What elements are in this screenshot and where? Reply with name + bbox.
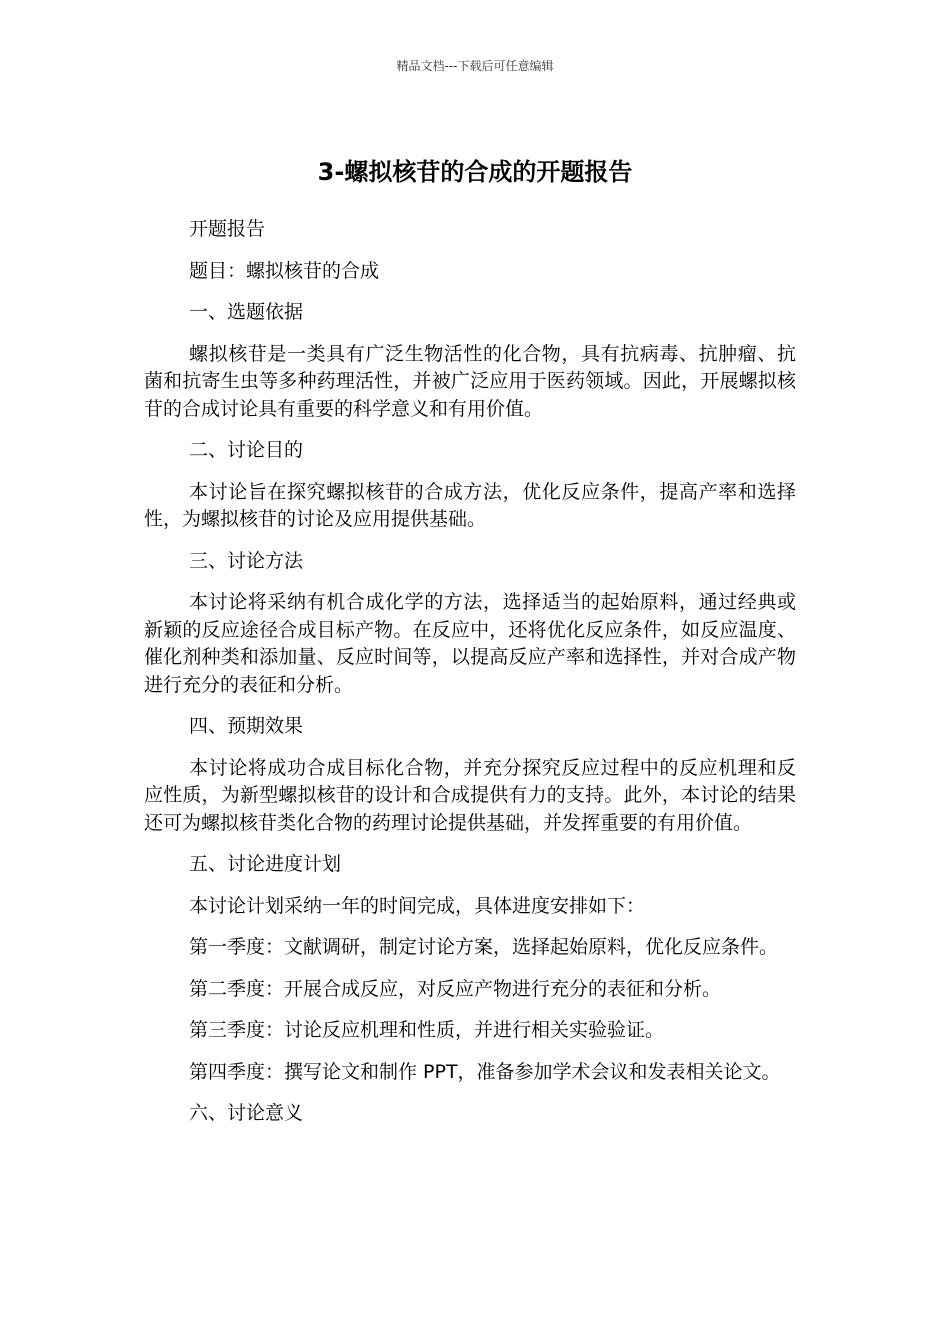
section-heading-schedule: 五、讨论进度计划: [189, 853, 342, 875]
document-body: [144, 216, 796, 1142]
section-heading-purpose: 二、讨论目的: [189, 439, 304, 461]
section-heading-topic: 题目：螺拟核苷的合成: [189, 259, 380, 282]
paragraph-purpose: 本讨论旨在探究螺拟核苷的合成方法，优化反应条件，提高产率和选择性，为螺拟核苷的讨论及应用提供基础。: [144, 480, 796, 530]
section-heading-proposal: 开题报告: [189, 218, 266, 240]
paragraph-schedule-q4: 第四季度：撰写论文和制作 PPT，准备参加学术会议和发表相关论文。: [189, 1060, 781, 1083]
section-heading-expected: 四、预期效果: [189, 715, 304, 737]
paragraph-schedule-intro: 本讨论计划采纳一年的时间完成，具体进度安排如下：: [189, 894, 646, 917]
paragraph-schedule-q2: 第二季度：开展合成反应，对反应产物进行充分的表征和分析。: [189, 977, 722, 1000]
paragraph-method: 本讨论将采纳有机合成化学的方法，选择适当的起始原料，通过经典或新颖的反应途径合成目标产物。在反应中，还将优化反应条件，如反应温度、催化剂种类和添加量、反应时间等，以提高反应产率和选择性，并对合成产物进行充分的表征和分析。: [144, 591, 796, 696]
paragraph-expected: 本讨论将成功合成目标化合物，并充分探究反应过程中的反应机理和反应性质，为新型螺拟核苷的设计和合成提供有力的支持。此外，本讨论的结果还可为螺拟核苷类化合物的药理讨论提供基础，并发挥重要的有用价值。: [144, 756, 796, 834]
document-title: 3-螺拟核苷的合成的开题报告: [317, 158, 633, 187]
section-heading-significance: 六、讨论意义: [189, 1102, 304, 1124]
paragraph-schedule-q3: 第三季度：讨论反应机理和性质，并进行相关实验验证。: [189, 1019, 665, 1041]
section-heading-basis: 一、选题依据: [189, 301, 304, 323]
paragraph-schedule-q1: 第一季度：文献调研，制定讨论方案，选择起始原料，优化反应条件。: [189, 936, 779, 958]
page-header: 精品文档---下载后可任意编辑: [396, 59, 554, 73]
section-heading-method: 三、讨论方法: [189, 549, 304, 572]
paragraph-basis: 螺拟核苷是一类具有广泛生物活性的化合物，具有抗病毒、抗肿瘤、抗菌和抗寄生虫等多种药理活性，并被广泛应用于医药领域。因此，开展螺拟核苷的合成讨论具有重要的科学意义和有用价值。: [144, 342, 796, 420]
